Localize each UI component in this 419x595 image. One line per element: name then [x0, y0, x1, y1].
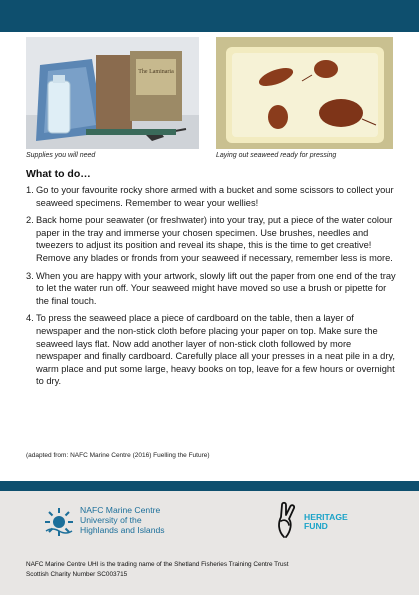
list-item	[26, 214, 398, 264]
source-note: (adapted from: NAFC Marine Centre (2016) Fuelling the Future)	[26, 452, 210, 459]
instruction-list	[26, 184, 398, 393]
nafc-logo-text	[80, 505, 165, 535]
section-heading: What to do…	[26, 168, 91, 180]
header-bar	[0, 0, 419, 32]
step-number: 2.	[26, 215, 34, 226]
uhi-line1: University of the	[80, 515, 142, 525]
step-text: To press the seaweed place a piece of cardboard on the table, then a layer of newspaper and the non-stick cloth before placing your paper on top. Make sure the seaweed lays flat. Now add another layer of non-stick cloth followed by more newspaper and finally cardboard. Carefully place all your presses in a neat pile in a dry, warm place and put some large, heavy books on top, leave for a few hours or overnight to dry.	[36, 313, 395, 387]
list-item	[26, 184, 398, 209]
tray-caption: Laying out seaweed ready for pressing	[216, 152, 337, 159]
supplies-caption: Supplies you will need	[26, 152, 96, 159]
nafc-sun-logo-icon	[44, 507, 74, 537]
fund-word: FUND	[304, 521, 328, 531]
step-number: 3.	[26, 270, 34, 281]
book-label: The Laminaria	[138, 69, 174, 75]
step-text: Go to your favourite rocky shore armed with a bucket and some scissors to collect your seaweed specimens. Remember to wear your wellies!	[36, 185, 394, 208]
heritage-word: HERITAGE	[304, 512, 348, 522]
seaweed-tray-illustration	[216, 37, 393, 149]
step-number: 4.	[26, 313, 34, 324]
heritage-fund-logo-text	[304, 513, 348, 531]
supplies-illustration	[26, 37, 199, 149]
seaweed-tray-photo	[216, 37, 393, 149]
footer	[0, 491, 419, 595]
crossed-fingers-icon	[272, 501, 302, 539]
footer-bar	[0, 481, 419, 491]
step-number: 1.	[26, 185, 34, 195]
supplies-photo	[26, 37, 199, 149]
step-text: When you are happy with your artwork, slowly lift out the paper from one end of the tray to let the water run off. Your seaweed might have moved so use a brush or pipette for the final touch.	[36, 270, 396, 306]
charity-number-text: Scottish Charity Number SC003715	[26, 571, 128, 578]
step-text: Back home pour seawater (or freshwater) into your tray, put a piece of the water colour paper in the tray and immerse your chosen specimen. Use brushes, needles and tweezers to adjust its position and reveal its shape, this is the time to get creative! Remove any blades or fronds from your seaweed if necessary, remember less is more.	[36, 215, 393, 263]
trading-name-text: NAFC Marine Centre UHI is the trading name of the Shetland Fisheries Training Centre Trust	[26, 561, 289, 568]
list-item	[26, 312, 398, 388]
uhi-line2: Highlands and Islands	[80, 525, 165, 535]
nafc-name: NAFC Marine Centre	[80, 505, 161, 515]
list-item	[26, 270, 398, 308]
